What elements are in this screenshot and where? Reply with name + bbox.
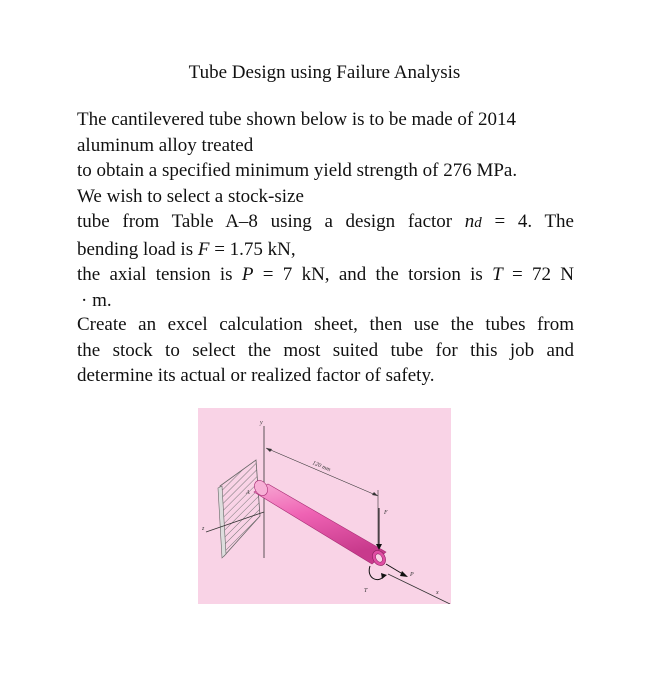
variable-t: T	[492, 264, 503, 285]
y-axis-label: y	[260, 420, 263, 426]
variable-f: F	[197, 238, 210, 260]
text-line: We wish to select a stock-size	[77, 185, 304, 207]
text-segment: = 7 kN, and the torsion is	[253, 264, 493, 285]
text-line: Create an excel calculation sheet, then use the tubes from	[77, 314, 574, 335]
force-f-label: F	[384, 510, 388, 516]
text-line: the stock to select the most suited tube for this job and	[77, 339, 574, 361]
text-line: aluminum alloy treated	[77, 134, 254, 156]
point-a-label: A	[246, 490, 250, 496]
text-segment: the axial tension is	[77, 264, 242, 285]
text-line: to obtain a specified minimum yield strength of 276 MPa.	[77, 160, 518, 181]
cantilever-tube-figure	[198, 408, 451, 604]
text-segment: tube from Table A–8 using a design factor	[77, 211, 465, 232]
torque-t-arrow	[369, 566, 387, 580]
x-axis-label: x	[436, 590, 439, 596]
torque-t-label: T	[364, 588, 368, 594]
length-label: 120 mm	[311, 460, 332, 474]
z-axis-label: z	[202, 526, 205, 532]
text-line: · m.	[81, 289, 112, 311]
text-segment: = 72 N	[502, 264, 574, 285]
task-statement	[77, 312, 574, 389]
text-segment: = 4. The	[481, 211, 574, 232]
problem-statement	[77, 107, 574, 313]
text-line-bending-load	[77, 237, 574, 263]
text-line-axial-torsion	[77, 262, 574, 288]
force-f-arrow	[376, 508, 382, 550]
wall-support	[218, 460, 260, 558]
tube-diagram	[198, 408, 451, 604]
text-line: The cantilevered tube shown below is to be made of 2014	[77, 109, 516, 130]
subscript-d: d	[474, 215, 482, 231]
text-line-design-factor	[77, 209, 574, 237]
variable-p: P	[241, 264, 254, 285]
axial-p-label: P	[410, 572, 414, 578]
x-axis	[388, 574, 450, 604]
page-title: Tube Design using Failure Analysis	[188, 62, 461, 83]
text-line: determine its actual or realized factor of safety.	[77, 365, 435, 386]
variable-n: n	[464, 211, 475, 232]
text-segment: = 1.75 kN,	[209, 238, 296, 260]
text-segment: bending load is	[77, 238, 198, 260]
